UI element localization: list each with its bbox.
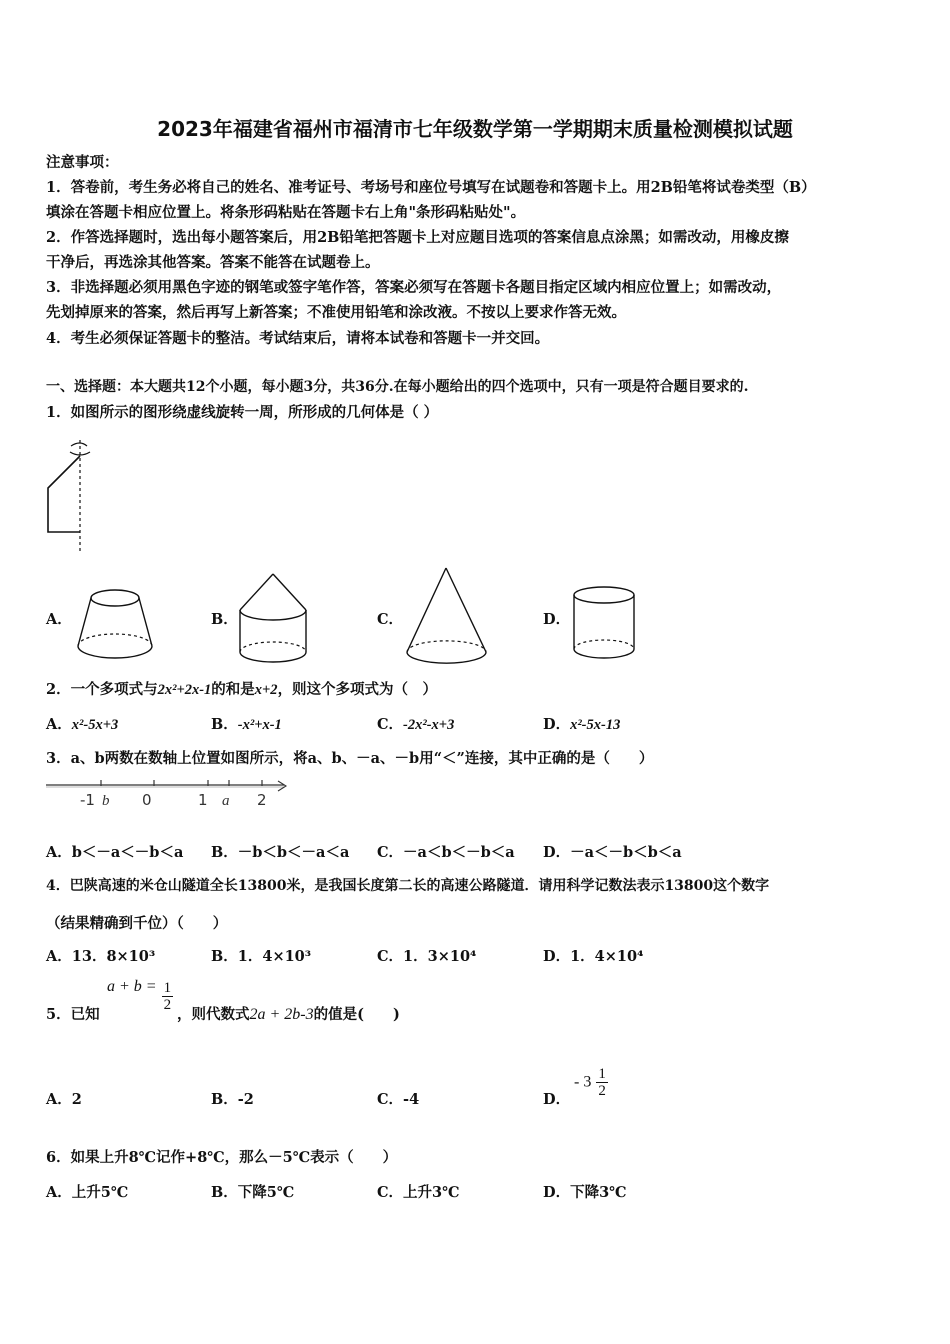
q6-option-a[interactable]: A．上升5℃ xyxy=(46,1184,129,1201)
section-heading: 一、选择题：本大题共12个小题，每小题3分，共36分.在每小题给出的四个选项中，只有一项是符合题目要求的. xyxy=(46,379,749,395)
question-4-stem-cont: （结果精确到千位）（ ） xyxy=(46,915,228,932)
notice-line: 4．考生必须保证答题卡的整洁。考试结束后，请将本试卷和答题卡一并交回。 xyxy=(46,330,550,347)
question-2-stem: 2．一个多项式与2x²+2x-1的和是x+2，则这个多项式为（ ） xyxy=(46,681,438,698)
cone-on-cylinder-shape xyxy=(238,572,310,664)
q6-option-c[interactable]: C．上升3℃ xyxy=(377,1184,460,1201)
q2-option-a[interactable]: A．x²-5x+3 xyxy=(46,716,119,733)
q5-option-d-label[interactable]: D． xyxy=(543,1091,571,1108)
cone-shape xyxy=(404,566,490,666)
q2-option-d[interactable]: D．x²-5x-13 xyxy=(543,716,621,733)
q4-option-d[interactable]: D．1．4×10⁴ xyxy=(543,948,644,965)
q4-option-b[interactable]: B．1．4×10³ xyxy=(211,948,312,965)
q5-condition-fraction: $\frac{1}{2}$ xyxy=(163,980,172,1013)
axis-tick-label: 0 xyxy=(142,791,152,809)
question-1-stem: 1．如图所示的图形绕虚线旋转一周，所形成的几何体是（ ） xyxy=(46,404,439,421)
notice-line: 填涂在答题卡相应位置上。将条形码粘贴在答题卡右上角"条形码粘贴处"。 xyxy=(46,204,526,221)
q2-option-b[interactable]: B．-x²+x-1 xyxy=(211,716,282,733)
q1-option-d-label[interactable]: D． xyxy=(543,611,571,628)
axis-tick-label: -1 xyxy=(80,791,95,809)
q5-condition: a + b = $\frac{1}{2}$ xyxy=(107,977,172,1013)
notice-line: 先划掉原来的答案，然后再写上新答案；不准使用铅笔和涂改液。不按以上要求作答无效。 xyxy=(46,304,626,321)
rotation-figure xyxy=(40,440,100,555)
question-3-stem: 3．a、b两数在数轴上位置如图所示，将a、b、－a、－b用“＜”连接，其中正确的是（ ） xyxy=(46,750,654,767)
question-6-stem: 6．如果上升8℃记作+8℃，那么－5℃表示（ ） xyxy=(46,1149,398,1166)
q3-option-a[interactable]: A．b＜－a＜－b＜a xyxy=(46,844,184,861)
point-a-label: a xyxy=(222,793,230,809)
q1-option-c-label[interactable]: C． xyxy=(377,611,404,628)
q1-option-a-label[interactable]: A． xyxy=(46,611,72,628)
q2-expression-2: x+2 xyxy=(254,682,278,698)
point-b-label: b xyxy=(102,793,110,809)
q5-expression: 2a + 2b-3 xyxy=(249,1006,314,1023)
notice-line: 2．作答选择题时，选出每小题答案后，用2B铅笔把答题卡上对应题目选项的答案信息点涂黑；如需改动，用橡皮擦 xyxy=(46,229,789,246)
axis-tick-label: 1 xyxy=(198,791,208,809)
q1-option-b-label[interactable]: B． xyxy=(211,611,238,628)
q6-option-d[interactable]: D．下降3℃ xyxy=(543,1184,627,1201)
q5-option-c[interactable]: C．-4 xyxy=(377,1091,420,1108)
q2-option-c[interactable]: C．-2x²-x+3 xyxy=(377,716,455,733)
question-5-stem-b: ，则代数式2a + 2b-3的值是( ) xyxy=(177,1006,400,1023)
q4-option-a[interactable]: A．13．8×10³ xyxy=(46,948,156,965)
q3-option-b[interactable]: B．－b＜b＜－a＜a xyxy=(211,844,350,861)
q5-option-a[interactable]: A．2 xyxy=(46,1091,82,1108)
q3-option-c[interactable]: C．－a＜b＜－b＜a xyxy=(377,844,515,861)
frustum-shape xyxy=(76,588,154,660)
q4-option-c[interactable]: C．1．3×10⁴ xyxy=(377,948,477,965)
axis-tick-label: 2 xyxy=(257,791,267,809)
question-4-stem: 4．巴陕高速的米仓山隧道全长13800米，是我国长度第二长的高速公路隧道．请用科学记数法表示13800这个数字 xyxy=(46,878,770,894)
notice-line: 1．答卷前，考生务必将自己的姓名、准考证号、考场号和座位号填写在试题卷和答题卡上。用2B铅笔将试卷类型（B） xyxy=(46,179,816,196)
q6-option-b[interactable]: B．下降5℃ xyxy=(211,1184,295,1201)
notice-line: 干净后，再选涂其他答案。答案不能答在试题卷上。 xyxy=(46,254,380,271)
q5-option-b[interactable]: B．-2 xyxy=(211,1091,254,1108)
q5-option-d-fraction: $\frac{1}{2}$ xyxy=(598,1066,606,1099)
notice-line: 3．非选择题必须用黑色字迹的钢笔或签字笔作答，答案必须写在答题卡各题目指定区域内相应位置上；如需改动， xyxy=(46,279,782,296)
q3-option-d[interactable]: D．－a＜－b＜b＜a xyxy=(543,844,682,861)
question-5-stem-a: 5．已知 xyxy=(46,1006,100,1023)
q5-option-d-value[interactable]: - 3 $\frac{1}{2}$ xyxy=(574,1066,606,1099)
number-line xyxy=(44,776,290,810)
q2-expression-1: 2x²+2x-1 xyxy=(157,682,212,698)
notice-heading: 注意事项： xyxy=(46,154,119,171)
page-title: 2023年福建省福州市福清市七年级数学第一学期期末质量检测模拟试题 xyxy=(157,117,793,141)
cylinder-shape xyxy=(572,585,636,663)
